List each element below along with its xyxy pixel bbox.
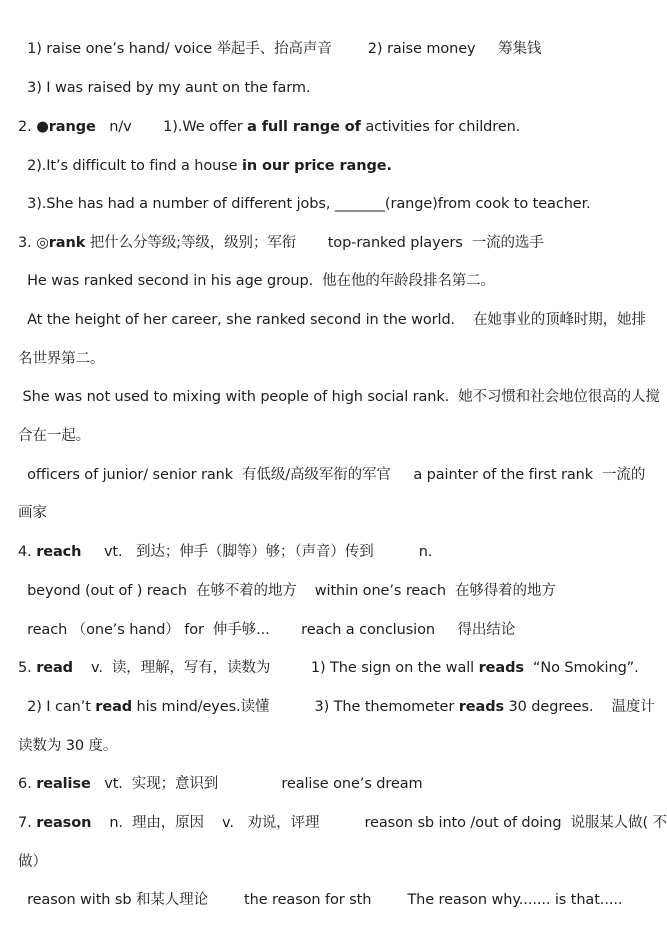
- text-line: [0, 430, 646, 483]
- text-run: 30 degrees. 温度计: [504, 699, 655, 715]
- text-line: [0, 352, 660, 405]
- text-run: vt. 到达；伸手（脚等）够；（声音）传到 n.: [81, 544, 433, 560]
- bold-phrase: a full range of: [247, 119, 361, 135]
- text-line: [0, 236, 640, 289]
- text-run: 画家: [18, 505, 47, 521]
- text-run: 1) raise one’s hand/ voice 举起手、抬高声音 2) raise money 筹集钱: [18, 41, 542, 57]
- entry-read: [0, 623, 640, 676]
- text-line: [0, 4, 640, 57]
- text-run: 做）: [18, 854, 47, 870]
- text-line: [0, 159, 640, 212]
- text-line: [0, 314, 640, 367]
- entry-reason: [0, 778, 667, 831]
- text-run: activities for children.: [360, 119, 521, 135]
- text-run: beyond (out of ) reach 在够不着的地方 within one’s reach 在够得着的地方: [18, 583, 556, 599]
- text-run: 2) I can’t: [18, 699, 96, 715]
- headword: read: [36, 660, 73, 676]
- entry-range: [0, 82, 640, 135]
- entry-number: 5.: [18, 660, 37, 676]
- text-line: [0, 43, 640, 96]
- headword: realise: [36, 776, 91, 792]
- text-line: [0, 662, 655, 715]
- text-line: [0, 817, 640, 870]
- text-run: reason with sb 和某人理论 the reason for sth The reason why....... is that.....: [18, 892, 623, 908]
- bold-word: read: [95, 699, 133, 715]
- text-run: 3) I was raised by my aunt on the farm.: [18, 80, 311, 96]
- entry-number: 6.: [18, 776, 37, 792]
- text-run: “No Smoking”.: [523, 660, 639, 676]
- text-run: 读数为 30 度。: [18, 738, 118, 754]
- entry-reach: [0, 507, 640, 560]
- text-run: vt. 实现；意识到 realise one’s dream: [90, 776, 423, 792]
- bold-word: reads: [458, 699, 505, 715]
- entry-number: 2.: [18, 119, 37, 135]
- bold-word: reads: [478, 660, 524, 676]
- text-run: v. 读，理解，写有，读数为 1) The sign on the wall: [72, 660, 479, 676]
- bold-phrase: in our price range.: [241, 158, 392, 174]
- text-line: [0, 121, 640, 174]
- text-run: 2).It’s difficult to find a house: [18, 158, 242, 174]
- text-run: 把什么分等级;等级，级别；军衔 top-ranked players 一流的选手: [85, 235, 544, 251]
- headword: ◎rank: [36, 235, 86, 251]
- text-run: 名世界第二。: [18, 351, 105, 367]
- text-run: She was not used to mixing with people of high social rank. 她不习惯和社会地位很高的人搅: [18, 389, 660, 405]
- entry-number: 3.: [18, 235, 37, 251]
- entry-number: 4.: [18, 544, 37, 560]
- text-run: n/v 1).We offer: [95, 119, 248, 135]
- text-run: n. 理由，原因 v. 劝说，评理 reason sb into /out of doing 说服某人做( 不: [91, 815, 667, 831]
- entry-number: 7.: [18, 815, 37, 831]
- text-line: [0, 546, 640, 599]
- text-run: officers of junior/ senior rank 有低级/高级军衔的军官 a painter of the first rank 一流的: [18, 467, 646, 483]
- text-line: [0, 855, 640, 908]
- headword: reason: [36, 815, 92, 831]
- text-line: [0, 275, 646, 328]
- text-run: reach （one’s hand） for 伸手够... reach a conclusion 得出结论: [18, 622, 516, 638]
- text-line: [0, 701, 640, 754]
- entry-realise: [0, 739, 640, 792]
- text-run: 3).She has had a number of different jobs, _______(range)from cook to teacher.: [18, 196, 591, 212]
- text-line: [0, 585, 640, 638]
- text-run: He was ranked second in his age group. 他在他的年龄段排名第二。: [18, 273, 495, 289]
- text-run: his mind/eyes.读懂 3) The themometer: [132, 699, 459, 715]
- headword: reach: [36, 544, 82, 560]
- entry-rank: [0, 198, 640, 251]
- text-run: At the height of her career, she ranked second in the world. 在她事业的顶峰时期，她排: [18, 312, 646, 328]
- text-run: 合在一起。: [18, 428, 91, 444]
- headword: ●range: [36, 119, 96, 135]
- text-line: [0, 391, 640, 444]
- text-line: [0, 468, 640, 521]
